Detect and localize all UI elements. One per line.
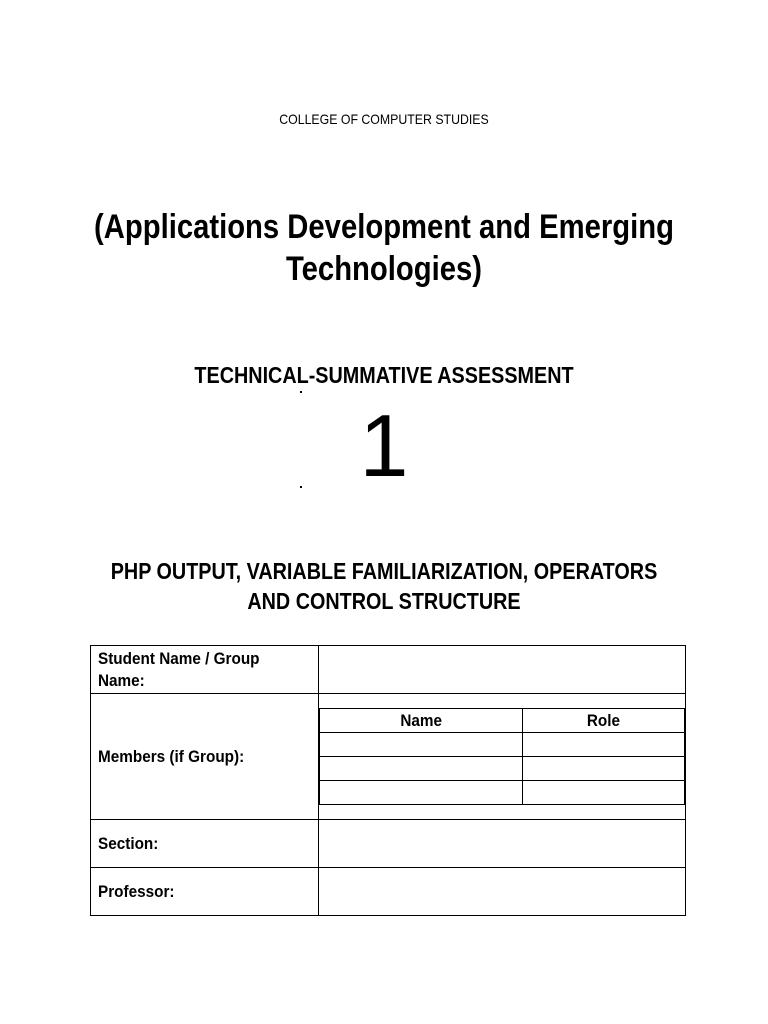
section-label: [91, 820, 319, 868]
professor-label: [91, 868, 319, 916]
student-info-table: [90, 645, 686, 916]
student-name-field[interactable]: [319, 646, 686, 694]
stray-dot-bottom: [300, 486, 302, 488]
members-col-name: Name: [320, 709, 523, 733]
course-title: (Applications Development and Emerging Technologies): [93, 208, 674, 288]
members-cell: [319, 694, 686, 820]
student-name-row: [91, 646, 686, 694]
members-header-row: [320, 709, 685, 733]
assessment-number: 1: [359, 396, 409, 495]
members-col-role: Role: [522, 709, 684, 733]
member-1-name[interactable]: [320, 733, 523, 757]
members-table: [319, 708, 685, 805]
members-row: [91, 694, 686, 820]
section-row: [91, 820, 686, 868]
student-name-label-text: Student Name / Group Name:: [98, 648, 260, 690]
member-2-role[interactable]: [522, 757, 684, 781]
section-field[interactable]: [319, 820, 686, 868]
section-label-text: Section:: [98, 833, 159, 853]
member-3-name[interactable]: [320, 781, 523, 805]
members-label-text: Members (if Group):: [98, 746, 245, 766]
members-row-2: [320, 757, 685, 781]
topic-title: PHP OUTPUT, VARIABLE FAMILIARIZATION, OPERATORS AND CONTROL STRUCTURE: [110, 558, 658, 614]
member-1-role[interactable]: [522, 733, 684, 757]
member-2-name[interactable]: [320, 757, 523, 781]
members-label: [91, 694, 319, 820]
professor-row: [91, 868, 686, 916]
professor-label-text: Professor:: [98, 881, 175, 901]
college-name: COLLEGE OF COMPUTER STUDIES: [279, 111, 489, 127]
members-row-3: [320, 781, 685, 805]
student-name-label: [91, 646, 319, 694]
stray-dot-top: [300, 391, 302, 393]
member-3-role[interactable]: [522, 781, 684, 805]
professor-field[interactable]: [319, 868, 686, 916]
members-row-1: [320, 733, 685, 757]
assessment-title: TECHNICAL-SUMMATIVE ASSESSMENT: [194, 362, 574, 388]
